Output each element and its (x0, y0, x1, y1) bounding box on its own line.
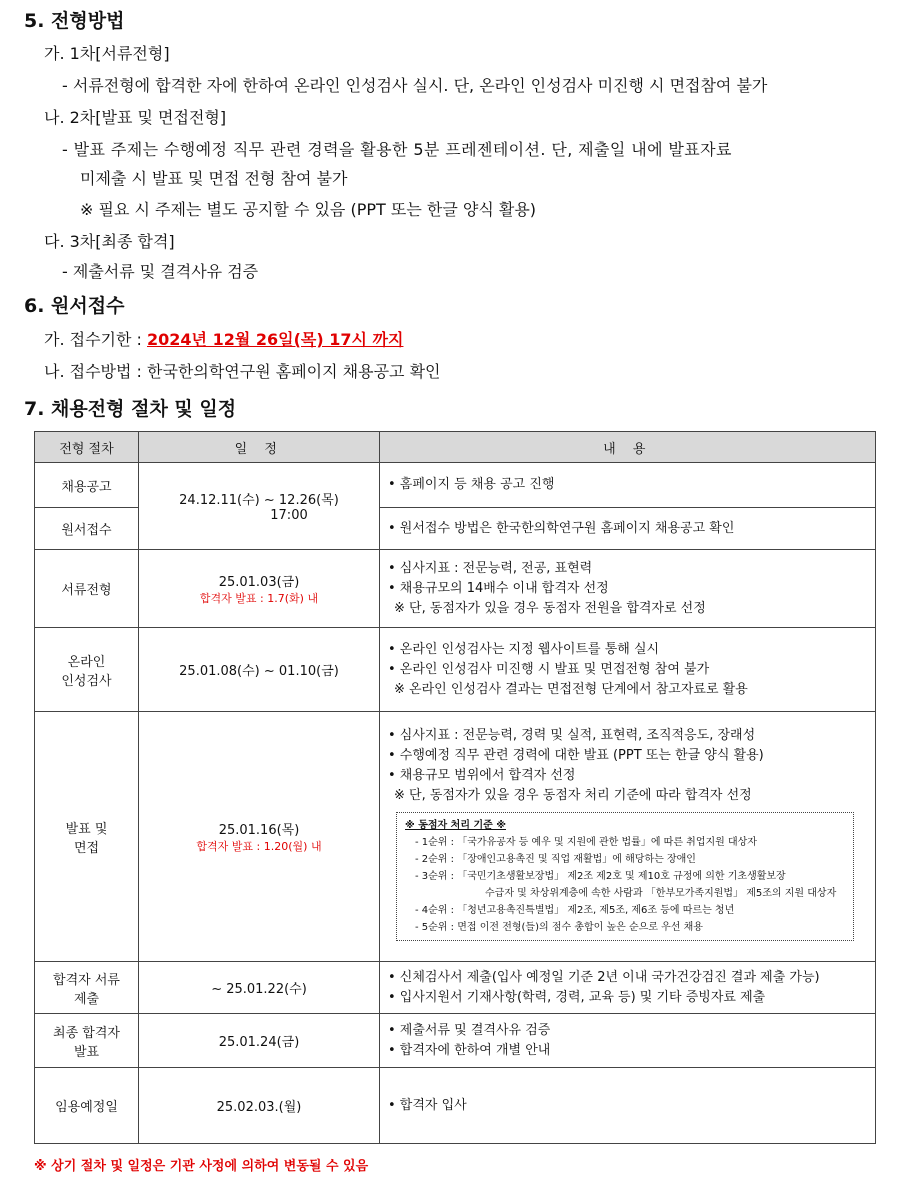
section-7-title: 7. 채용전형 절차 및 일정 (24, 398, 237, 420)
box-line: - 5순위 : 면접 이전 전형(들)의 점수 총합이 높은 순으로 우선 채용 (415, 922, 703, 933)
step-line: 제출 (73, 991, 100, 1007)
section-5-title: 5. 전형방법 (24, 10, 125, 32)
header-content: 내 용 (380, 432, 876, 463)
s5-a-title: 가. 1차[서류전형] (44, 44, 170, 63)
box-line: - 1순위 : 「국가유공자 등 예우 및 지원에 관한 법률」에 따른 취업지원 대상자 (415, 837, 757, 848)
s5-c-text: - 제출서류 및 결격사유 검증 (62, 262, 259, 281)
content-line: • 심사지표 : 전문능력, 전공, 표현력 (388, 560, 593, 576)
tiebreak-criteria-box (396, 812, 854, 941)
date-text: 25.01.03(금) (218, 575, 300, 590)
content-line: • 수행예정 직무 관련 경력에 대한 발표 (PPT 또는 한글 양식 활용) (388, 748, 764, 763)
content-line: • 채용규모 범위에서 합격자 선정 (388, 768, 576, 783)
date-text: 24.12.11(수) ~ 12.26(목) (179, 493, 339, 508)
section-6-title: 6. 원서접수 (24, 295, 125, 317)
s6-a-label: 가. 접수기한 : (44, 330, 148, 349)
content-note: ※ 단, 동점자가 있을 경우 동점자 처리 기준에 따라 합격자 선정 (394, 788, 752, 803)
step-cell: 서류전형 (35, 550, 139, 628)
content-line: • 입사지원서 기재사항(학력, 경력, 교육 등) 및 기타 증빙자료 제출 (388, 989, 766, 1005)
table-row (35, 1068, 876, 1144)
content-cell: • 원서접수 방법은 한국한의학연구원 홈페이지 채용공고 확인 (380, 508, 876, 550)
content-line: • 합격자에 한하여 개별 안내 (388, 1042, 551, 1058)
s5-b-text2: 미제출 시 발표 및 면접 전형 참여 불가 (80, 169, 348, 188)
table-row (35, 712, 876, 962)
step-cell (35, 1014, 139, 1068)
header-date: 일 정 (139, 432, 380, 463)
result-date-text: 합격자 발표 : 1.20(월) 내 (196, 840, 322, 853)
content-line: • 온라인 인성검사 미진행 시 발표 및 면접전형 참여 불가 (388, 661, 710, 677)
content-cell (380, 1014, 876, 1068)
step-cell: 원서접수 (35, 508, 139, 550)
table-row (35, 1014, 876, 1068)
step-line: 발표 및 (65, 821, 108, 837)
content-cell (380, 712, 876, 962)
date-text: 25.01.16(목) (218, 823, 300, 838)
date-cell (139, 712, 380, 962)
date-cell (139, 463, 380, 550)
content-note: ※ 단, 동점자가 있을 경우 동점자 전원을 합격자로 선정 (394, 600, 706, 616)
table-row (35, 463, 876, 508)
header-step: 전형 절차 (35, 432, 139, 463)
content-line: • 제출서류 및 결격사유 검증 (388, 1022, 551, 1038)
box-line: - 2순위 : 「장애인고용촉진 및 직업 재활법」에 해당하는 장애인 (415, 854, 696, 865)
s5-b-note: ※ 필요 시 주제는 별도 공지할 수 있음 (PPT 또는 한글 양식 활용) (80, 200, 537, 219)
content-cell (380, 628, 876, 712)
footnote: ※ 상기 절차 및 일정은 기관 사정에 의하여 변동될 수 있음 (34, 1159, 369, 1174)
content-line: • 신체검사서 제출(입사 예정일 기준 2년 이내 국가건강검진 결과 제출 가능) (388, 969, 820, 985)
table-row (35, 550, 876, 628)
table-row (35, 962, 876, 1014)
step-line: 인성검사 (61, 673, 112, 689)
time-text: 17:00 (270, 508, 308, 523)
content-note: ※ 온라인 인성검사 결과는 면접전형 단계에서 참고자료로 활용 (394, 681, 748, 697)
s6-a-line (44, 327, 403, 350)
step-line: 온라인 (67, 654, 106, 670)
step-cell (35, 962, 139, 1014)
date-cell: 25.02.03.(월) (139, 1068, 380, 1144)
s5-b-text1: - 발표 주제는 수행예정 직무 관련 경력을 활용한 5분 프레젠테이션. 단, 제출일 내에 발표자료 (62, 140, 732, 159)
s5-b-title: 나. 2차[발표 및 면접전형] (44, 108, 227, 127)
table-row (35, 628, 876, 712)
s5-a-text: - 서류전형에 합격한 자에 한하여 온라인 인성검사 실시. 단, 온라인 인성검사 미진행 시 면접참여 불가 (62, 76, 768, 95)
step-cell (35, 712, 139, 962)
box-line: - 3순위 : 「국민기초생활보장법」 제2조 제2호 및 제10호 규정에 의한 기초생활보장 (415, 871, 786, 882)
date-cell: 25.01.08(수) ~ 01.10(금) (139, 628, 380, 712)
schedule-table (34, 431, 876, 1144)
step-line: 면접 (73, 840, 100, 856)
box-line: - 4순위 : 「청년고용촉진특별법」 제2조, 제5조, 제6조 등에 따르는 청년 (415, 905, 735, 916)
step-line: 발표 (73, 1044, 100, 1060)
box-line: 수급자 및 차상위계층에 속한 사람과 「한부모가족지원법」 제5조의 지원 대상자 (485, 888, 837, 899)
content-line: • 심사지표 : 전문능력, 경력 및 실적, 표현력, 조직적응도, 장래성 (388, 728, 756, 743)
deadline-text: 2024년 12월 26일(목) 17시 까지 (147, 330, 404, 349)
date-cell (139, 550, 380, 628)
step-cell (35, 628, 139, 712)
table-header-row (35, 432, 876, 463)
content-line: • 온라인 인성검사는 지정 웹사이트를 통해 실시 (388, 641, 660, 657)
date-cell: 25.01.24(금) (139, 1014, 380, 1068)
content-cell: • 홈페이지 등 채용 공고 진행 (380, 463, 876, 508)
s6-b-text: 나. 접수방법 : 한국한의학연구원 홈페이지 채용공고 확인 (44, 362, 441, 381)
box-title: ※ 동점자 처리 기준 ※ (405, 820, 506, 831)
step-cell: 임용예정일 (35, 1068, 139, 1144)
result-date-text: 합격자 발표 : 1.7(화) 내 (199, 592, 319, 605)
step-line: 최종 합격자 (53, 1025, 120, 1041)
s5-c-title: 다. 3차[최종 합격] (44, 232, 175, 251)
content-cell: • 합격자 입사 (380, 1068, 876, 1144)
date-cell: ~ 25.01.22(수) (139, 962, 380, 1014)
step-cell: 채용공고 (35, 463, 139, 508)
content-line: • 채용규모의 14배수 이내 합격자 선정 (388, 580, 609, 596)
content-cell (380, 550, 876, 628)
content-cell (380, 962, 876, 1014)
step-line: 합격자 서류 (53, 972, 120, 988)
